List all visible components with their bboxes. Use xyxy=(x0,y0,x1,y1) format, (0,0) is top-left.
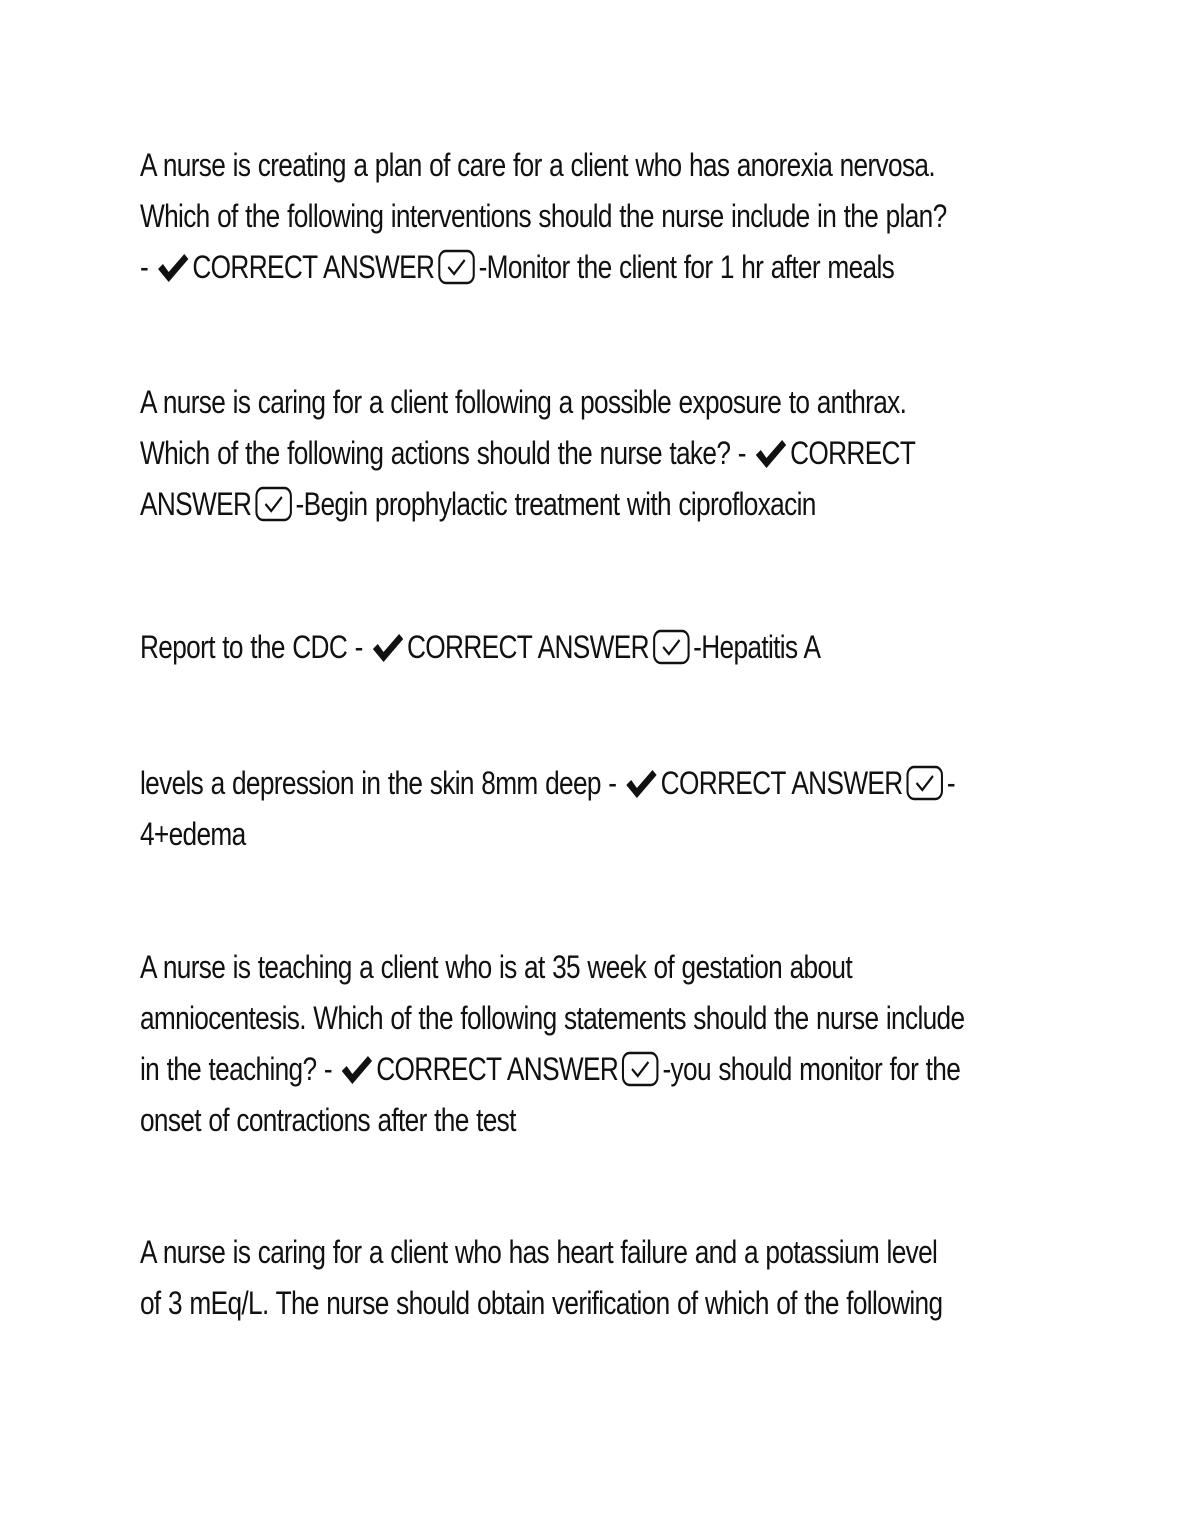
question-line: of 3 mEq/L. The nurse should obtain verification of which of the following xyxy=(140,1285,943,1321)
qa-entry-5 xyxy=(140,942,1050,1146)
question-line: A nurse is caring for a client following a possible exposure to anthrax. xyxy=(140,384,907,420)
answer-text: - xyxy=(946,765,955,801)
qa-entry-4 xyxy=(140,758,1050,860)
answer-line xyxy=(140,1044,1050,1095)
heavy-check-mark-icon xyxy=(156,253,189,283)
question-line: amniocentesis. Which of the following statements should the nurse include xyxy=(140,1000,965,1036)
heavy-check-mark-icon xyxy=(340,1055,373,1085)
correct-answer-label: CORRECT ANSWER xyxy=(660,765,903,801)
dash-separator: - xyxy=(140,249,149,285)
question-text: Which of the following actions should the nurse take? - xyxy=(140,435,746,471)
correct-answer-label: ANSWER xyxy=(140,486,252,522)
qa-entry-1 xyxy=(140,140,1050,293)
qa-entry-3 xyxy=(140,622,1050,673)
answer-line: onset of contractions after the test xyxy=(140,1102,516,1138)
qa-entry-6 xyxy=(140,1227,1050,1329)
correct-answer-label: CORRECT ANSWER xyxy=(376,1051,619,1087)
answer-line xyxy=(140,758,1050,809)
question-text: levels a depression in the skin 8mm deep - xyxy=(140,765,617,801)
answer-line xyxy=(140,622,1050,673)
answer-line: 4+edema xyxy=(140,816,246,852)
answer-line xyxy=(140,479,1050,530)
answer-text: -you should monitor for the xyxy=(662,1051,961,1087)
answer-text: -Hepatitis A xyxy=(693,629,821,665)
checkbox-checked-icon xyxy=(906,765,944,801)
checkbox-checked-icon xyxy=(438,249,476,285)
correct-answer-label: CORRECT ANSWER xyxy=(192,249,435,285)
question-line: A nurse is creating a plan of care for a client who has anorexia nervosa. xyxy=(140,147,936,183)
correct-answer-label: CORRECT ANSWER xyxy=(406,629,649,665)
answer-text: -Monitor the client for 1 hr after meals xyxy=(478,249,895,285)
checkbox-checked-icon xyxy=(652,629,690,665)
checkbox-checked-icon xyxy=(255,486,293,522)
question-line xyxy=(140,428,1050,479)
question-text: in the teaching? - xyxy=(140,1051,332,1087)
correct-answer-label: CORRECT xyxy=(790,435,916,471)
qa-entry-2 xyxy=(140,377,1050,530)
question-line: Which of the following interventions should the nurse include in the plan? xyxy=(140,198,947,234)
answer-text: -Begin prophylactic treatment with ciprofloxacin xyxy=(295,486,816,522)
heavy-check-mark-icon xyxy=(625,769,658,799)
heavy-check-mark-icon xyxy=(371,633,404,663)
answer-line xyxy=(140,242,1050,293)
question-line: A nurse is caring for a client who has heart failure and a potassium level xyxy=(140,1234,938,1270)
question-text: Report to the CDC - xyxy=(140,629,363,665)
question-line: A nurse is teaching a client who is at 35 week of gestation about xyxy=(140,949,852,985)
checkbox-checked-icon xyxy=(621,1051,659,1087)
heavy-check-mark-icon xyxy=(754,439,787,469)
